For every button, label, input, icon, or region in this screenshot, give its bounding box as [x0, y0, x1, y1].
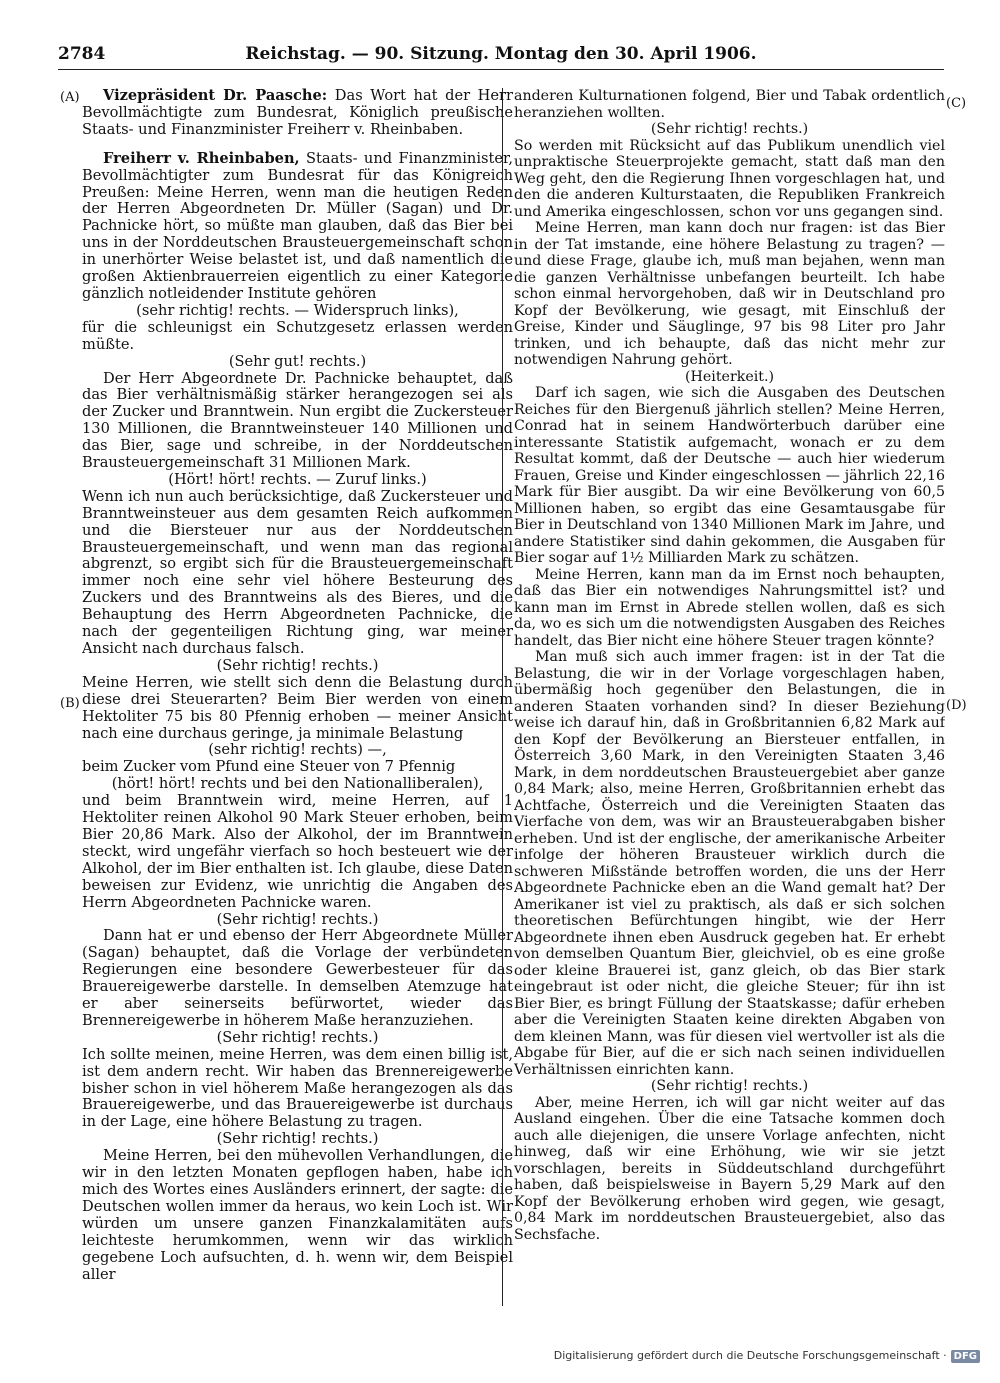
paragraph-text: Das Wort hat der Herr Bevollmächtigte zum Bundesrat, Königlich preußische Staats- und Finanzminister Freiherr v. Rheinbaben.	[82, 88, 513, 138]
paragraph: So werden mit Rücksicht auf das Publikum unendlich viel unpraktische Steuerprojekte gemacht, statt daß man den Weg geht, den die Regierung Ihnen vorgeschlagen hat, und den die anderen Kulturstaaten, die Republiken Frankreich und Amerika eingeschlossen, schon vor uns gegangen sind.	[514, 137, 945, 220]
right-column	[514, 88, 945, 1294]
interjection: (Sehr richtig! rechts.)	[216, 656, 379, 674]
dfg-logo: DFG	[951, 1350, 980, 1363]
paragraph: Meine Herren, man kann doch nur fragen: ist das Bier in der Tat imstande, eine höhere Belastung zu tragen? — und diese Frage, glaube ich, muß man bejahen, wenn man die ganzen Verhältnisse unbefangen beurteilt. Ich habe schon einmal hervorgehoben, daß wir in Deutschland pro Kopf der Bevölkerung, wie gesagt, mit Einschluß der Greise, Kinder und Säuglinge, 97 bis 98 Liter pro Jahr trinken, und ich behaupte, daß das nicht mehr zur notwendigen Nahrung gehört.	[514, 220, 945, 368]
page-number: 2784	[58, 44, 106, 64]
interjection: (Sehr gut! rechts.)	[228, 352, 367, 370]
paragraph: Dann hat er und ebenso der Herr Abgeordnete Müller (Sagan) behauptet, daß die Vorlage der verbündeten Regierungen eine besondere Gewerbesteuer für das Brauereigewerbe darstelle. In demselben Atemzuge hat er aber seinerseits befürwortet, wieder das Brennereigewerbe in höherem Maße heranzuziehen.	[82, 927, 513, 1029]
interjection: (sehr richtig! rechts. — Widerspruch links),	[136, 301, 459, 319]
interjection: (Heiterkeit.)	[685, 368, 774, 385]
paragraph: Meine Herren, wie stellt sich denn die Belastung durch diese drei Steuerarten? Beim Bier werden von einem Hektoliter 75 bis 80 Pfennig erhoben — meiner Ansicht nach eine durchaus geringe, ja minimale Belastung	[82, 673, 513, 742]
running-title: Reichstag. — 90. Sitzung. Montag den 30. April 1906.	[245, 44, 757, 64]
margin-marker-b: (B)	[60, 696, 80, 711]
paragraph: für die schleunigst ein Schutzgesetz erlassen werden müßte.	[82, 318, 513, 353]
interjection: (Hört! hört! rechts. — Zuruf links.)	[168, 470, 427, 488]
paragraph: Aber, meine Herren, ich will gar nicht weiter auf das Ausland eingehen. Über die eine Tatsache kommen doch auch alle diejenigen, die unsere Vorlage anfechten, nicht hinweg, daß wir eine Erhöhung, wie wir sie jetzt vorschlagen, bereits in Süddeutschland durchgeführt haben, daß beispielsweise in Bayern 5,29 Mark auf den Kopf der Bevölkerung erhoben wird gegen, wie gesagt, 0,84 Mark im norddeutschen Brausteuergebiet, also das Sechsfache.	[514, 1094, 945, 1243]
paragraph-text: Staats- und Finanzminister, Bevollmächtigter zum Bundesrat für das Königreich Preußen: Meine Herren, wenn man die heutigen Reden der Herren Abgeordneten Dr. Müller (Sagan) und Dr. Pachnicke hört, so müßte man glauben, daß das Bier bei uns in der Norddeutschen Brausteuergemeinschaft schon in unerhörter Weise belastet ist, und daß namentlich die großen Aktienbrauerreien eigentlich zu einer Kategorie gänzlich notleidender Institute gehören	[82, 149, 513, 302]
margin-marker-a: (A)	[60, 90, 80, 105]
interjection: (Sehr richtig! rechts.)	[216, 1028, 379, 1046]
header-rule	[58, 69, 944, 70]
paragraph: Ich sollte meinen, meine Herren, was dem einen billig ist, ist dem andern recht. Wir haben das Brennereigewerbe bisher schon in viel höherem Maße herangezogen als das Brauereigewerbe, und das Brauereigewerbe ist durchaus in der Lage, eine höhere Belastung zu tragen.	[82, 1045, 513, 1131]
left-column	[82, 88, 513, 1294]
interjection: (hört! hört! rechts und bei den Nationalliberalen),	[111, 775, 484, 793]
interjection: (Sehr richtig! rechts.)	[650, 121, 809, 137]
interjection: (Sehr richtig! rechts.)	[216, 910, 379, 928]
digitization-credit	[554, 1349, 980, 1363]
paragraph: Wenn ich nun auch berücksichtige, daß Zuckersteuer und Branntweinsteuer aus dem gesamten Reich aufkommen und die Biersteuer nur aus der Norddeutschen Brausteuergemeinschaft, und wenn man das regional abgrenzt, so ergibt sich für die Brausteuergemeinschaft immer noch eine sehr viel höhere Besteurung des Zuckers und des Branntweins als des Bieres, und die Behauptung des Herrn Abgeordneten Pachnicke, die nach der gegenteiligen Richtung ging, war meiner Ansicht nach durchaus falsch.	[82, 487, 513, 657]
paragraph	[82, 88, 513, 139]
page-header	[58, 44, 944, 68]
interjection: (Sehr richtig! rechts.)	[650, 1078, 809, 1094]
paragraph: Darf ich sagen, wie sich die Ausgaben des Deutschen Reiches für den Biergenuß jährlich stellen? Meine Herren, Conrad hat in seinem Handwörterbuch darüber eine interessante Statistik aufgemacht, wonach er zu dem Resultat kommt, daß der Deutsche — auch hier wiederum Frauen, Greise und Kinder eingeschlossen — jährlich 22,16 Mark für Bier ausgibt. Da wir eine Bevölkerung von 60,5 Millionen haben, so ergibt das eine Gesamtausgabe für Bier in Deutschland von 1340 Millionen Mark im Jahre, und andere Statistiker sind dahin gekommen, die Ausgaben für Bier sogar auf 1½ Milliarden Mark zu schätzen.	[514, 385, 945, 566]
paragraph: beim Zucker vom Pfund eine Steuer von 7 Pfennig	[82, 758, 456, 776]
interjection: (sehr richtig! rechts) —,	[208, 741, 387, 759]
speaker-name: Vizepräsident Dr. Paasche:	[103, 88, 328, 104]
margin-marker-c: (C)	[946, 96, 967, 111]
paragraph: Man muß sich auch immer fragen: ist in der Tat die Belastung, die wir in der Vorlage vorgeschlagen haben, übermäßig hoch gegenüber den Belastungen, die in anderen Staaten vorhanden sind? In dieser Beziehung weise ich darauf hin, daß in Großbritannien 6,82 Mark auf den Kopf der Bevölkerung an Biersteuer entfallen, in Österreich 3,60 Mark, in den Vereinigten Staaten 3,46 Mark, in dem norddeutschen Brausteuergebiet aber ganze 0,84 Mark; also, meine Herren, Großbritannien erhebt das Achtfache, Österreich und die Vereinigten Staaten das Vierfache von dem, was wir an Brausteuerabgaben bisher erheben. Und ist der englische, der amerikanische Arbeiter infolge der höheren Brausteuer wirklich durch die schweren Mißstände betroffen worden, die uns der Herr Abgeordnete Pachnicke eben an die Wand gemalt hat? Der Amerikaner ist viel zu praktisch, als daß er sich solchen theoretischen Befürchtungen hingibt, wie der Herr Abgeordnete ihnen eben Ausdruck gegeben hat. Er erhebt von demselben Quantum Bier, gleichviel, ob es eine große oder kleine Brauerei ist, ganz gleich, ob das Bier stark eingebraut ist oder nicht, die gleiche Steuer; für ihn ist Bier Bier, es bringt Füllung der Staatskasse; dafür erheben aber die Vereinigten Staaten keine direkten Abgaben von dem kleinen Mann, was für diesen viel wertvoller ist als die Abgabe für Bier, auf die er sich nach seinen individuellen Verhältnissen einrichten kann.	[514, 649, 945, 1078]
paragraph: und beim Branntwein wird, meine Herren, auf 1 Hektoliter reinen Alkohol 90 Mark Steuer erhoben, beim Bier 20,86 Mark. Also der Alkohol, der im Branntwein steckt, wird ungefähr vierfach so hoch besteuert wie der Alkohol, der im Bier enthalten ist. Ich glaube, diese Daten beweisen zur Evidenz, wie unrichtig die Angaben des Herrn Abgeordneten Pachnicke waren.	[82, 792, 513, 911]
credit-text: Digitalisierung gefördert durch die Deutsche Forschungsgemeinschaft ·	[553, 1349, 947, 1362]
paragraph	[82, 151, 513, 303]
paragraph: Der Herr Abgeordnete Dr. Pachnicke behauptet, daß das Bier verhältnismäßig stärker herangezogen sei als der Zucker und Branntwein. Nun ergibt die Zuckersteuer 130 Millionen, die Branntweinsteuer 140 Millionen und das Bier, sage und schreibe, in der Norddeutschen Brausteuergemeinschaft 31 Millionen Mark.	[82, 369, 513, 472]
paragraph: Meine Herren, kann man da im Ernst noch behaupten, daß das Bier ein notwendiges Nahrungsmittel ist? und kann man im Ernst in Abrede stellen wollen, daß es sich da, wo es sich um die notwendigsten Ausgaben des Reiches handelt, das Bier nicht eine höhere Steuer tragen könnte?	[514, 566, 945, 649]
column-divider	[502, 88, 503, 1306]
paragraph: Meine Herren, bei den mühevollen Verhandlungen, die wir in den letzten Monaten gepflogen haben, habe ich mich des Wortes eines Ausländers erinnert, der sagte: die Deutschen wollen immer da heraus, wo kein Loch ist. Wir würden um unsere ganzen Finanzkalamitäten aufs leichteste herumkommen, wenn wir das wirklich gegebene Loch aufsuchten, d. h. wenn wir, dem Beispiel aller	[82, 1147, 513, 1283]
speaker-name: Freiherr v. Rheinbaben,	[103, 149, 300, 167]
margin-marker-d: (D)	[946, 698, 967, 713]
interjection: (Sehr richtig! rechts.)	[216, 1130, 379, 1148]
paragraph: anderen Kulturnationen folgend, Bier und Tabak ordentlich heranziehen wollten.	[514, 88, 945, 121]
